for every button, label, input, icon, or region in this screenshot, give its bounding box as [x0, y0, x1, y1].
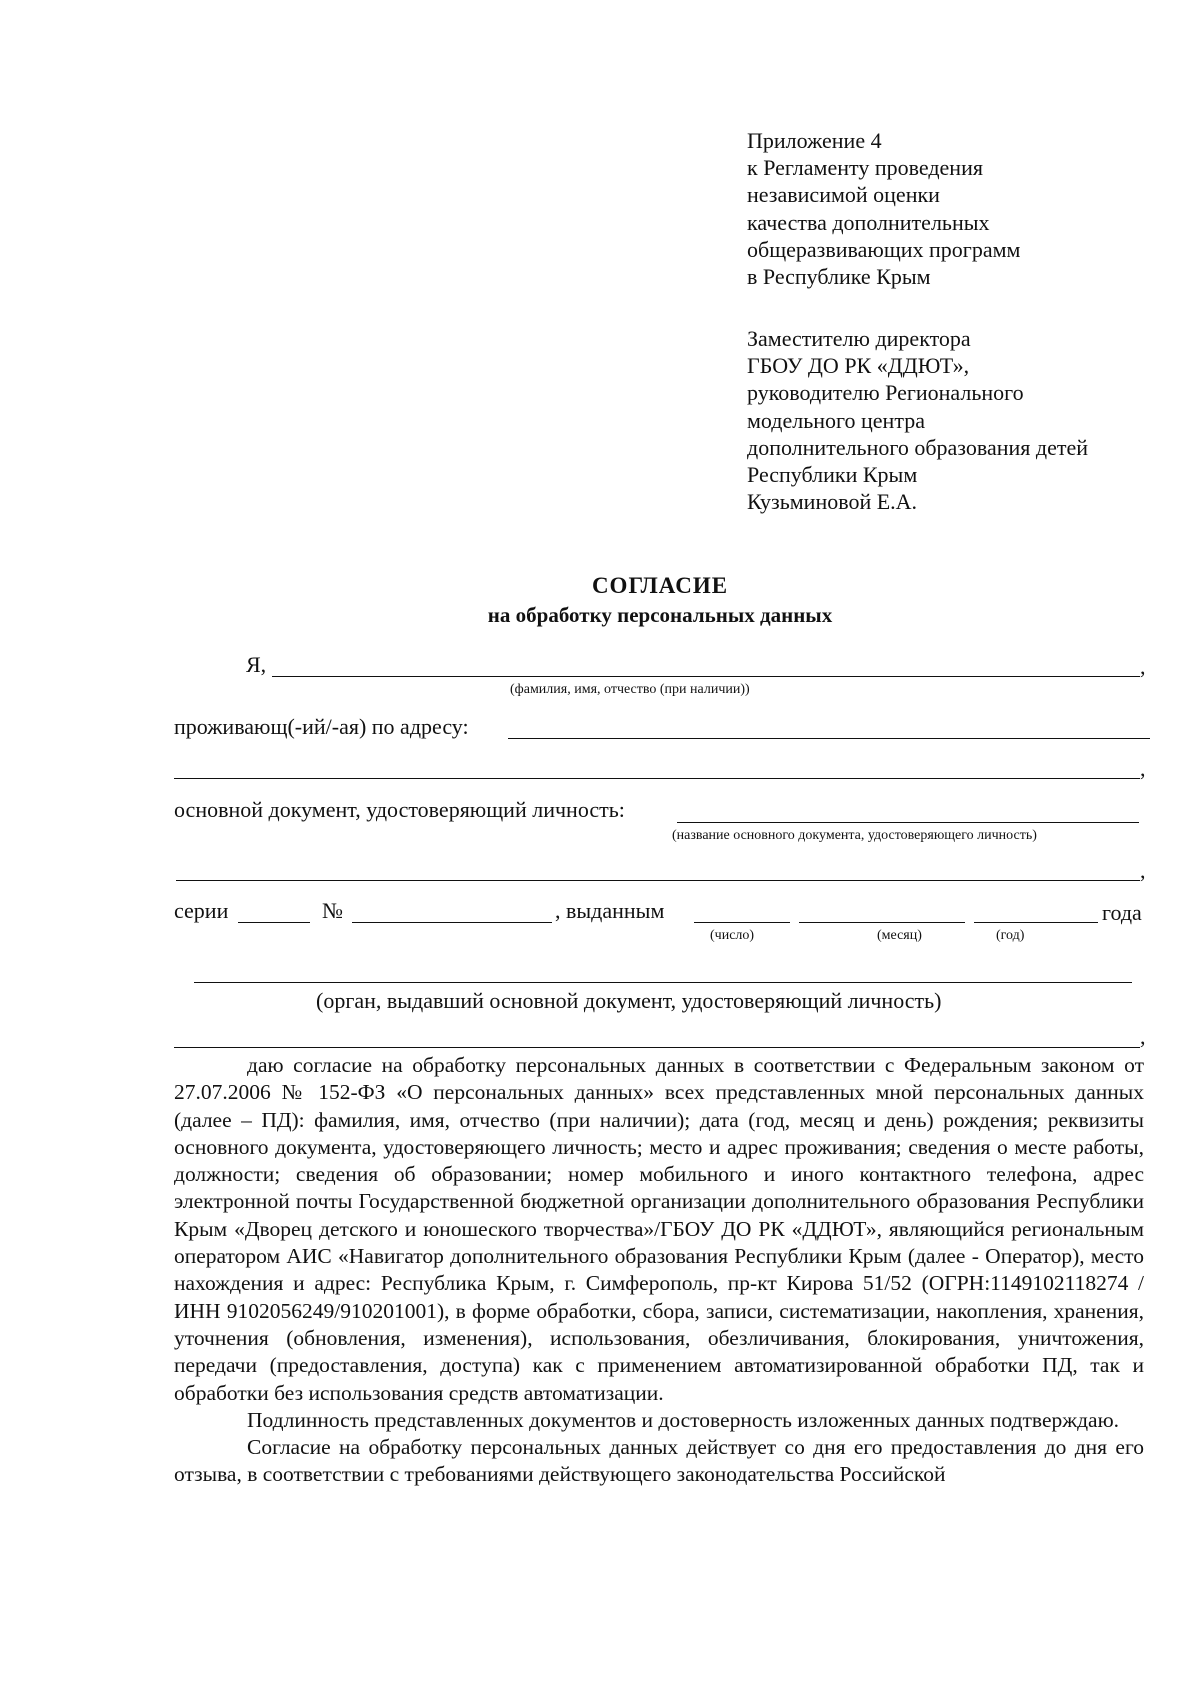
series-label: серии: [174, 898, 229, 923]
issue-month-field-line[interactable]: [799, 922, 965, 923]
annex-line: к Регламенту проведения: [747, 155, 983, 181]
number-label: №: [322, 898, 343, 923]
id-document-field-line[interactable]: [677, 822, 1139, 823]
address-field-line-2[interactable]: [174, 778, 1140, 779]
issuer-hint: (орган, выдавший основной документ, удостоверяющий личность): [316, 988, 942, 1013]
address-label: проживающ(-ий/-ая) по адресу:: [174, 714, 469, 739]
addressee-line: Республики Крым: [747, 462, 918, 488]
year-hint: (год): [996, 928, 1025, 943]
addressee-line: руководителю Регионального: [747, 380, 1024, 406]
annex-line: независимой оценки: [747, 182, 940, 208]
issuer-field-line[interactable]: [194, 982, 1132, 983]
annex-line: в Республике Крым: [747, 264, 931, 290]
issue-day-field-line[interactable]: [694, 922, 790, 923]
consent-body: [174, 1052, 1144, 1489]
number-field-line[interactable]: [352, 922, 552, 923]
addressee-block: [747, 325, 1088, 515]
annex-header: [747, 127, 1020, 290]
address-comma: ,: [1140, 756, 1146, 781]
month-hint: (месяц): [877, 928, 922, 943]
annex-line: общеразвивающих программ: [747, 236, 1021, 262]
day-hint: (число): [710, 928, 755, 943]
year-word: года: [1102, 900, 1142, 925]
name-label: Я,: [246, 652, 267, 677]
consent-paragraph: Согласие на обработку персональных данных действует со дня его предоставления до дня его отзыва, в соответствии с требованиями действующего законодательства Российской: [174, 1435, 1144, 1487]
annex-line: качества дополнительных: [747, 209, 990, 235]
name-comma: ,: [1140, 654, 1146, 679]
addressee-line: дополнительного образования детей: [747, 434, 1088, 460]
addressee-line: модельного центра: [747, 407, 925, 433]
issuer-field-line-2[interactable]: [174, 1047, 1140, 1048]
consent-paragraph: даю согласие на обработку персональных данных в соответствии с Федеральным законом от 27.07.2006 № 152-ФЗ «О персональных данных» всех представленных мной персональных данных (далее – ПД): фамилия, имя, отчество (при наличии); дата (год, месяц и день) рождения; реквизиты основного документа, удостоверяющего личность; место и адрес проживания; сведения о месте работы, должности; сведения об образовании; номер мобильного и иного контактного телефона, адрес электронной почты Государственной бюджетной организации дополнительного образования Республики Крым «Дворец детского и юношеского творчества»/ГБОУ ДО РК «ДДЮТ», являющийся региональным оператором АИС «Навигатор дополнительного образования Республики Крым (далее - Оператор), место нахождения и адрес: Республика Крым, г. Симферополь, пр-кт Кирова 51/52 (ОГРН:1149102118274 / ИНН 9102056249/910201001), в форме обработки, сбора, записи, систематизации, накопления, хранения, уточнения (обновления, изменения), использования, обезличивания, блокирования, уничтожения, передачи (предоставления, доступа) как с применением автоматизированной обработки ПД, так и обработки без использования средств автоматизации.: [174, 1053, 1144, 1405]
issue-year-field-line[interactable]: [974, 922, 1098, 923]
id-document-field-line-2[interactable]: [176, 880, 1140, 881]
addressee-line: Заместителю директора: [747, 326, 971, 351]
issued-label: , выданным: [555, 898, 665, 923]
id-document-label: основной документ, удостоверяющий личность:: [174, 797, 625, 822]
annex-line: Приложение 4: [747, 128, 882, 153]
addressee-line: ГБОУ ДО РК «ДДЮТ»,: [747, 353, 970, 379]
id-document-hint: (название основного документа, удостоверяющего личность): [672, 828, 1037, 843]
document-subtitle: на обработку персональных данных: [487, 603, 833, 627]
addressee-line: Кузьминовой Е.А.: [747, 489, 918, 515]
address-field-line[interactable]: [508, 738, 1150, 739]
series-field-line[interactable]: [238, 922, 310, 923]
issuer-comma: ,: [1140, 1024, 1146, 1049]
document-title: СОГЛАСИЕ: [591, 573, 729, 598]
name-hint: (фамилия, имя, отчество (при наличии)): [510, 682, 750, 697]
consent-paragraph: Подлинность представленных документов и достоверность изложенных данных подтверждаю.: [247, 1407, 1120, 1432]
id-document-comma: ,: [1140, 858, 1146, 883]
name-field-line[interactable]: [272, 676, 1140, 677]
